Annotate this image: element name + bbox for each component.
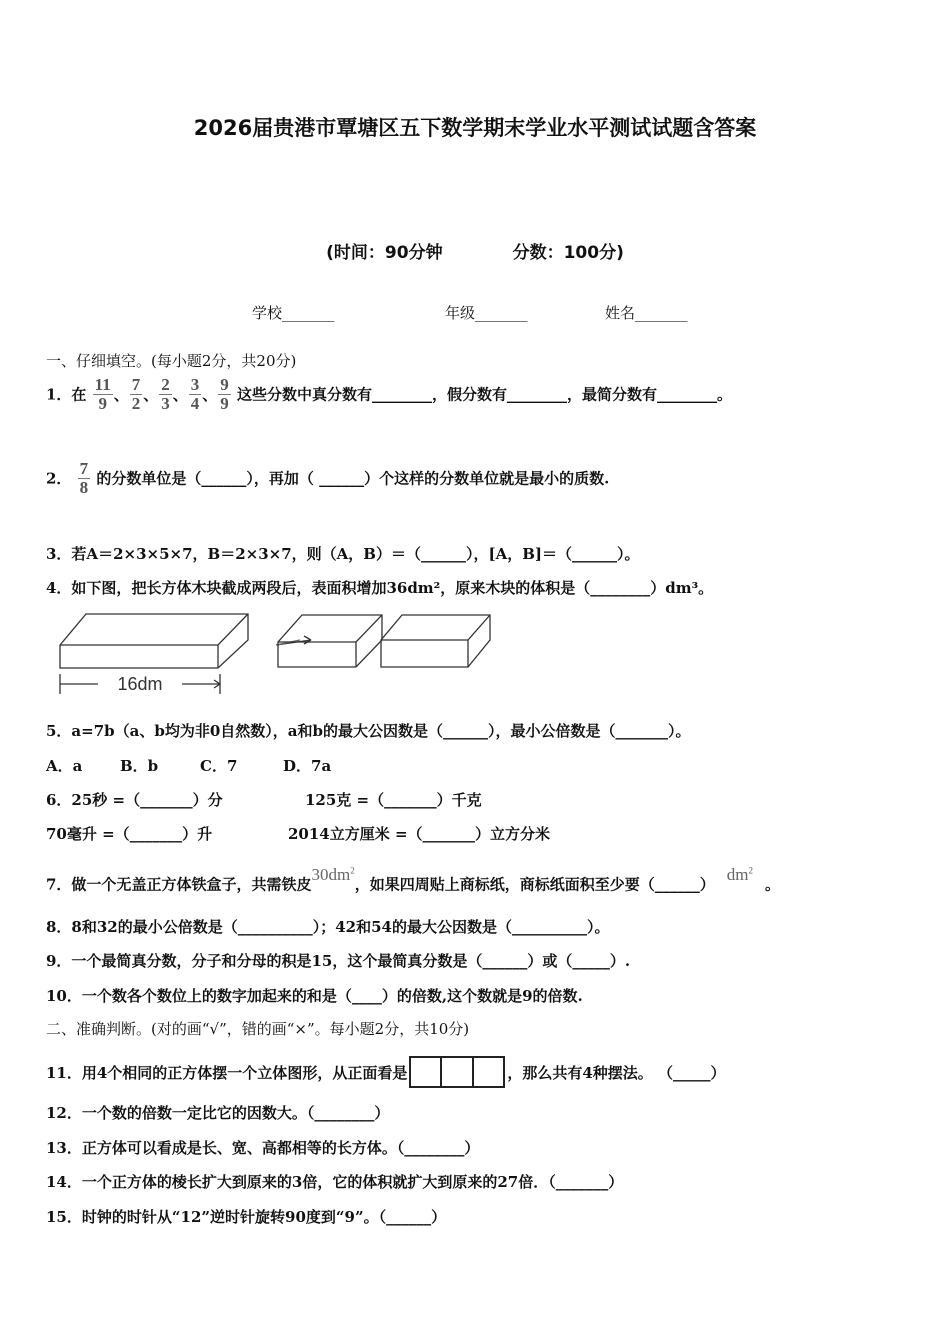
q7-unit-1: $30dm^2$ — [311, 864, 355, 884]
question-6c: 70毫升 =（_______）升 — [46, 825, 213, 843]
question-6d: 2014立方厘米 =（_______）立方分米 — [288, 825, 551, 843]
question-9: 9．一个最简真分数，分子和分母的积是15，这个最简真分数是（______）或（_____）. — [46, 952, 631, 970]
fraction-numerator: 3 — [190, 375, 200, 394]
q7-prefix: 7．做一个无盖正方体铁盒子，共需铁皮 — [46, 875, 312, 894]
question-10: 10．一个数各个数位上的数字加起来的和是（____）的倍数,这个数就是9的倍数. — [46, 987, 583, 1005]
cuboid-figure — [56, 610, 496, 696]
question-3: 3．若A＝2×3×5×7，B＝2×3×7，则（A，B）＝（______），[A，B]＝（______）。 — [46, 545, 640, 563]
name-field: 姓名_______ — [605, 304, 688, 322]
q2-fraction — [78, 460, 91, 497]
q1-fraction — [159, 376, 172, 413]
fraction-separator: 、 — [113, 385, 129, 404]
section-1-heading: 一、仔细填空。(每小题2分，共20分) — [46, 352, 297, 370]
q5-option-d: D．7a — [283, 757, 332, 775]
question-12: 12．一个数的倍数一定比它的因数大。（________） — [46, 1104, 390, 1122]
q1-suffix: 这些分数中真分数有________，假分数有________，最简分数有________。 — [237, 385, 733, 404]
q2-numerator: 7 — [79, 459, 89, 478]
q1-fraction — [130, 376, 143, 413]
q7-end: 。 — [764, 875, 780, 894]
time-info: (时间：90分钟 — [326, 243, 443, 263]
q1-fraction — [218, 376, 231, 413]
question-6b: 125克 =（_______）千克 — [305, 791, 482, 809]
fraction-separator: 、 — [143, 385, 159, 404]
question-6a: 6．25秒 =（_______）分 — [46, 791, 223, 809]
figure-label: 16dm — [117, 674, 163, 694]
q1-fraction — [93, 376, 113, 413]
q1-prefix: 1．在 — [46, 385, 87, 404]
fraction-denominator: 3 — [161, 394, 170, 413]
question-4: 4．如下图，把长方体木块截成两段后，表面积增加36dm²，原来木块的体积是（________）dm³。 — [46, 579, 714, 597]
question-13: 13．正方体可以看成是长、宽、高都相等的长方体。（________） — [46, 1139, 480, 1157]
fraction-numerator: 7 — [131, 375, 141, 394]
question-14: 14．一个正方体的棱长扩大到原来的3倍，它的体积就扩大到原来的27倍．（_______） — [46, 1173, 624, 1191]
score-info: 分数：100分) — [512, 243, 624, 263]
fraction-separator: 、 — [202, 385, 218, 404]
section-2-heading: 二、准确判断。(对的画“√”，错的画“×”。每小题2分，共10分) — [46, 1020, 470, 1038]
question-2 — [46, 460, 609, 497]
fraction-denominator: 9 — [220, 394, 229, 413]
question-11 — [46, 1057, 726, 1091]
exam-subtitle — [0, 238, 950, 263]
grade-field: 年级_______ — [445, 304, 528, 322]
question-5: 5．a=7b（a、b均为非0自然数），a和b的最大公因数是（______），最小公倍数是（_______）。 — [46, 722, 691, 740]
fraction-denominator: 9 — [98, 394, 107, 413]
q7-middle: ，如果四周贴上商标纸，商标纸面积至少要（______） — [354, 875, 715, 894]
q2-suffix: 的分数单位是（______），再加（ ______）个这样的分数单位就是最小的质数. — [96, 469, 610, 488]
q5-option-b: B．b — [120, 757, 159, 775]
question-7 — [46, 864, 780, 895]
question-8: 8．8和32的最小公倍数是（__________）；42和54的最大公因数是（__________）。 — [46, 918, 610, 936]
q1-fractions — [92, 375, 232, 413]
page-title: 2026届贵港市覃塘区五下数学期末学业水平测试试题含答案 — [193, 116, 757, 140]
fraction-separator: 、 — [172, 385, 188, 404]
fraction-denominator: 4 — [190, 394, 200, 413]
fraction-numerator: 11 — [94, 375, 111, 394]
q11-prefix: 11．用4个相同的正方体摆一个立体图形，从正面看是 — [46, 1064, 408, 1082]
q2-denominator: 8 — [79, 478, 89, 497]
question-1 — [46, 376, 732, 413]
fraction-denominator: 2 — [131, 394, 141, 413]
fraction-numerator: 9 — [220, 375, 229, 394]
question-15: 15．时钟的时针从“12”逆时针旋转90度到“9”。（______） — [46, 1208, 447, 1226]
q5-option-a: A．a — [46, 757, 83, 775]
q7-unit-2: $dm^2$ — [726, 864, 753, 884]
three-squares-figure — [408, 1055, 506, 1089]
fraction-numerator: 2 — [161, 375, 170, 394]
q5-option-c: C．7 — [200, 757, 238, 775]
q2-prefix: 2． — [46, 469, 72, 488]
q11-suffix: ，那么共有4种摆法。 （_____） — [507, 1064, 726, 1082]
school-field: 学校_______ — [252, 304, 335, 322]
q1-fraction — [189, 376, 202, 413]
